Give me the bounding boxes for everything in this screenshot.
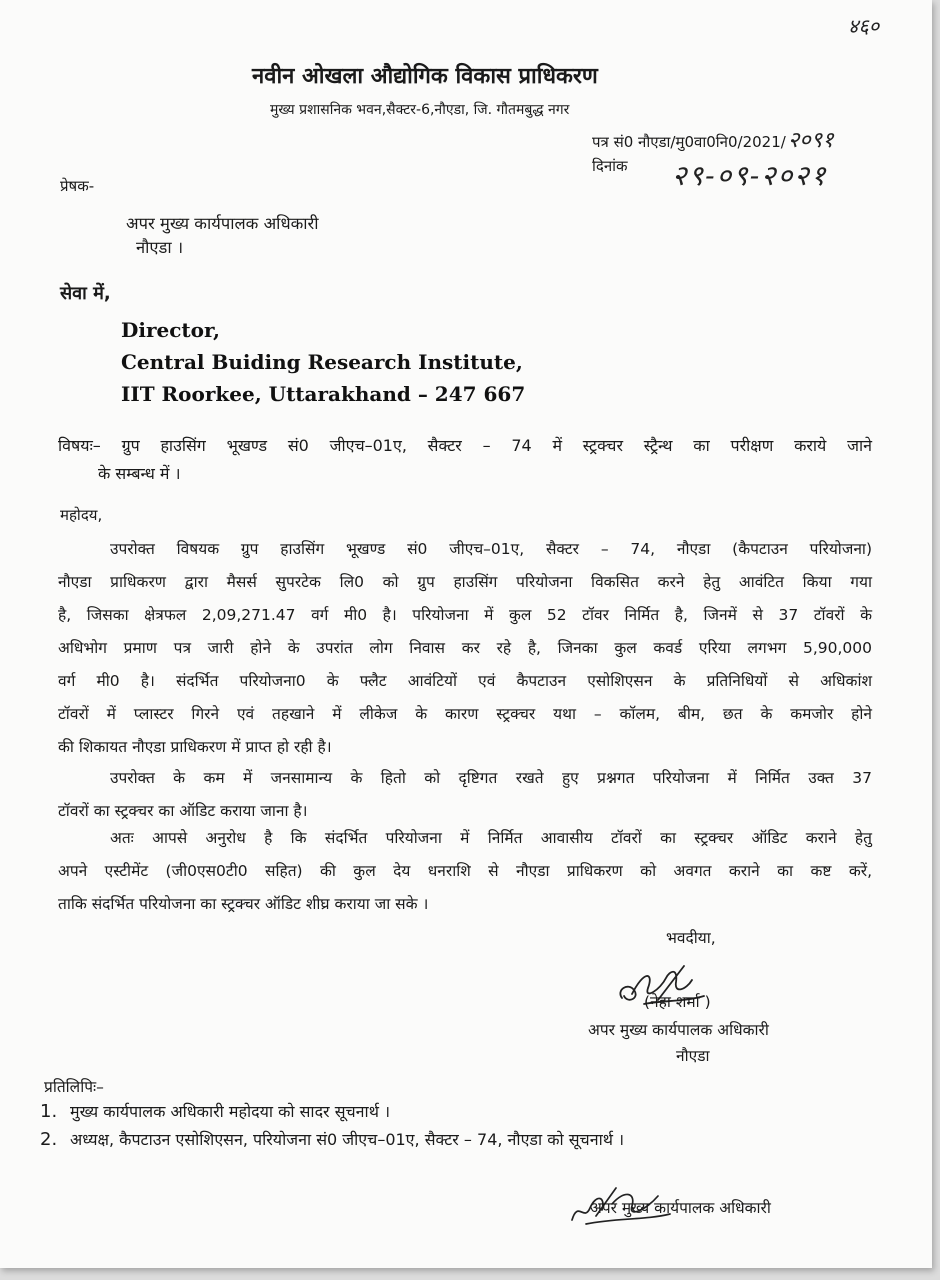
subject-line-1: विषयः– ग्रुप हाउसिंग भूखण्ड सं0 जीएच–01ए, सैक्टर – 74 में स्ट्रक्चर स्ट्रैन्थ का परीक्षण कराये जाने: [58, 436, 872, 455]
copy-item-text: मुख्य कार्यपालक अधिकारी महोदया को सादर सूचनार्थ ।: [70, 1102, 391, 1121]
copy-item-1: [40, 1100, 390, 1122]
signatory-city: नौएडा: [676, 1047, 710, 1065]
page-number-mark: ४६०: [848, 14, 880, 38]
body-paragraph-2: [58, 762, 872, 828]
paragraph-line: अतः आपसे अनुरोध है कि संदर्भित परियोजना में निर्मित आवासीय टॉवरों का स्ट्रक्चर ऑडिट कराने हेतु: [110, 829, 872, 847]
copy-item-number: 1.: [40, 1101, 58, 1122]
copy-item-text: अध्यक्ष, कैपटाउन एसोशिएसन, परियोजना सं0 जीएच–01ए, सैक्टर – 74, नौएडा को सूचनार्थ ।: [70, 1130, 625, 1149]
sender-city: नौएडा ।: [136, 238, 184, 257]
copy-sign-designation: अपर मुख्य कार्यपालक अधिकारी: [590, 1199, 771, 1217]
recipient-label: सेवा में,: [60, 283, 111, 304]
paragraph-line: टॉवरों का स्ट्रक्चर का ऑडिट कराया जाना है।: [58, 802, 308, 820]
recipient-line-2: Central Buiding Research Institute,: [121, 350, 523, 374]
sender-title: अपर मुख्य कार्यपालक अधिकारी: [126, 214, 319, 233]
recipient-line-1: Director,: [121, 318, 221, 342]
paragraph-line: की शिकायत नौएडा प्राधिकरण में प्राप्त हो रही है।: [58, 738, 332, 756]
reference-label: पत्र सं0 नौएडा/मु0वा0नि0/2021/: [592, 133, 786, 151]
body-paragraph-3: [58, 822, 872, 921]
paragraph-line: उपरोक्त के कम में जनसामान्य के हितो को दृष्टिगत रखते हुए प्रश्नगत परियोजना में निर्मित उक्त 37: [110, 769, 872, 787]
recipient-line-3: IIT Roorkee, Uttarakhand – 247 667: [121, 382, 526, 406]
paragraph-line: ताकि संदर्भित परियोजना का स्ट्रक्चर ऑडिट शीघ्र कराया जा सके ।: [58, 895, 429, 913]
closing-yours: भवदीया,: [666, 929, 716, 947]
paragraph-line: नौएडा प्राधिकरण द्वारा मैसर्स सुपरटेक लि0 को ग्रुप हाउसिंग परियोजना विकसित करने हेतु आवंटित किया गया: [58, 573, 872, 591]
subject-line-2: के सम्बन्ध में ।: [98, 464, 181, 483]
paragraph-line: उपरोक्त विषयक ग्रुप हाउसिंग भूखण्ड सं0 जीएच–01ए, सैक्टर – 74, नौएडा (कैपटाउन परियोजना): [110, 540, 872, 558]
paragraph-line: है, जिसका क्षेत्रफल 2,09,271.47 वर्ग मी0 है। परियोजना में कुल 52 टॉवर निर्मित है, जिनमें से 37 टॉवरों के: [58, 606, 872, 624]
paragraph-line: वर्ग मी0 है। संदर्भित परियोजना0 के फ्लैट आवंटियों एवं कैपटाउन एसोशिएसन के प्रतिनिधियों से अधिकांश: [58, 672, 872, 690]
date-label: दिनांक: [592, 157, 628, 175]
reference-handwritten-number: २०९१: [787, 128, 834, 153]
body-paragraph-1: [58, 533, 872, 764]
copy-item-number: 2.: [40, 1129, 58, 1150]
subject: [58, 432, 872, 488]
sender-label: प्रेषक-: [60, 177, 95, 195]
letterhead-address: मुख्य प्रशासनिक भवन,सैक्टर-6,नौएडा, जि. गौतमबुद्ध नगर: [270, 102, 570, 118]
paragraph-line: अधिभोग प्रमाण पत्र जारी होने के उपरांत लोग निवास कर रहे है, जिनका कुल कवर्ड एरिया लगभग 5,90,000: [58, 639, 872, 657]
salutation: महोदय,: [60, 506, 103, 524]
copy-label: प्रतिलिपिः–: [44, 1078, 104, 1096]
signatory-designation: अपर मुख्य कार्यपालक अधिकारी: [588, 1021, 769, 1039]
reference-number: [592, 124, 834, 154]
signatory-name: (नेहा शर्मा ): [644, 993, 711, 1011]
paragraph-line: अपने एस्टीमेंट (जी0एस0टी0 सहित) की कुल देय धनराशि से नौएडा प्राधिकरण को अवगत कराने का कष्ट करें,: [58, 862, 872, 880]
paragraph-line: टॉवरों में प्लास्टर गिरने एवं तहखाने में लीकेज के कारण स्ट्रक्चर यथा – कॉलम, बीम, छत के कमजोर होने: [58, 705, 872, 723]
copy-item-2: [40, 1128, 624, 1150]
letterhead-title: नवीन ओखला औद्योगिक विकास प्राधिकरण: [252, 64, 598, 89]
date-handwritten: २९-०९-२०२१: [672, 159, 828, 192]
